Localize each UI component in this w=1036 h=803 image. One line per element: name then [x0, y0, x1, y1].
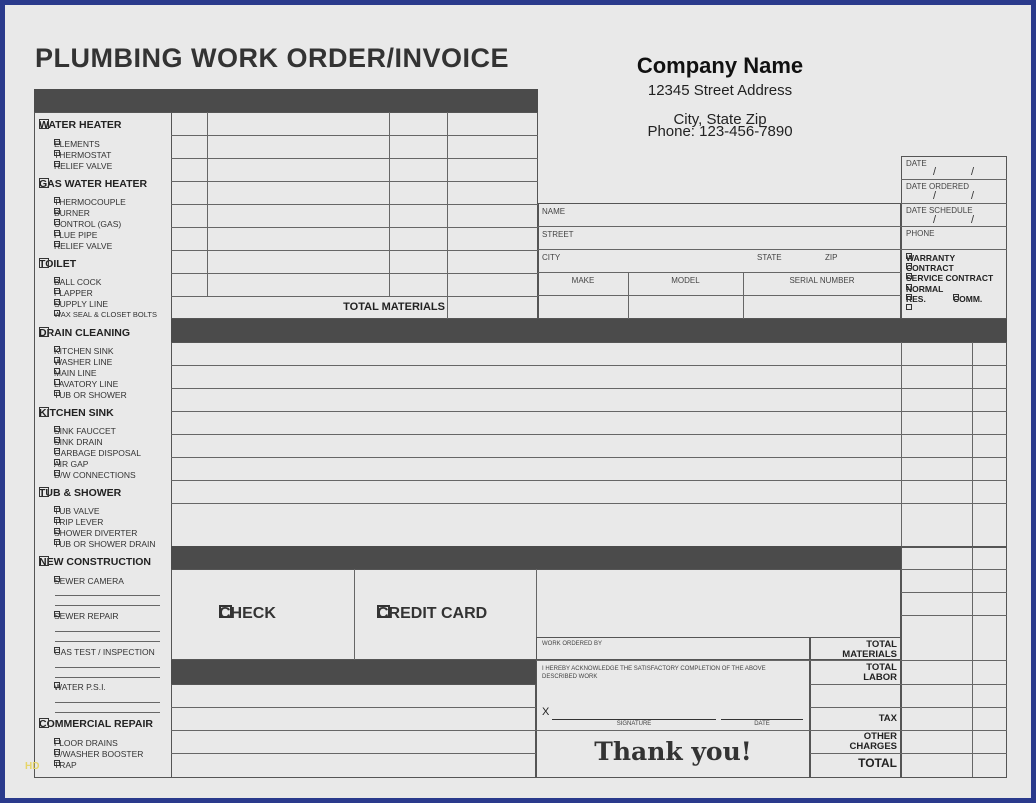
category-label: WATER HEATER: [39, 119, 122, 131]
grid-line: [171, 296, 538, 297]
item-label: BURNER: [54, 208, 90, 218]
grid-line: [901, 569, 1007, 570]
phone-label: PHONE: [906, 229, 935, 238]
checklist-item[interactable]: [54, 241, 112, 251]
customer-info-block: [538, 203, 901, 319]
item-label: TUB VALVE: [54, 506, 100, 516]
notes-header-bar: [171, 660, 536, 684]
item-checkbox[interactable]: [54, 576, 60, 582]
item-label: FLOOR DRAINS: [54, 738, 118, 748]
item-label: SINK FAUCCET: [54, 426, 116, 436]
company-name: Company Name: [636, 53, 804, 78]
payment-header-bar: [171, 546, 901, 569]
item-label: TUB OR SHOWER: [54, 390, 127, 400]
checklist-item[interactable]: [54, 208, 90, 218]
item-label: D/WASHER BOOSTER: [54, 749, 144, 759]
item-checkbox[interactable]: [54, 379, 60, 385]
item-checkbox[interactable]: [54, 368, 60, 374]
acknowledge-text: I HEREBY ACKNOWLEDGE THE SATISFACTORY COMPLETION OF THE ABOVE DESCRIBED WORK: [542, 666, 766, 680]
checklist-item[interactable]: [54, 611, 119, 621]
signature-date-label: DATE: [754, 721, 770, 727]
item-checkbox[interactable]: [54, 288, 60, 294]
grid-line: [171, 135, 538, 136]
checklist-item[interactable]: [54, 230, 97, 240]
item-label: FLUE PIPE: [54, 230, 98, 240]
item-label: BALL COCK: [54, 277, 102, 287]
checklist-item[interactable]: [54, 299, 108, 309]
signature-date-line[interactable]: [721, 719, 803, 720]
make-label: MAKE: [571, 276, 595, 285]
category-checkbox[interactable]: [39, 178, 49, 188]
item-label: GARBAGE DISPOSAL: [54, 448, 141, 458]
checklist-item[interactable]: [54, 379, 118, 389]
category-6[interactable]: [39, 556, 151, 568]
item-checkbox[interactable]: [54, 299, 60, 305]
item-checkbox[interactable]: [54, 150, 60, 156]
category-label: TOILET: [39, 258, 77, 270]
item-label: CONTROL (GAS): [54, 219, 122, 229]
city-label: CITY: [542, 253, 561, 262]
company-city: City, State Zip: [673, 111, 767, 128]
date-schedule-label: DATE SCHEDULE: [906, 206, 973, 215]
checklist-item[interactable]: [54, 506, 100, 516]
checklist-item[interactable]: [54, 219, 121, 229]
item-checkbox[interactable]: [54, 437, 60, 443]
item-label: SEWER CAMERA: [54, 576, 124, 586]
item-checkbox[interactable]: [54, 760, 60, 766]
category-label: NEW CONSTRUCTION: [39, 556, 151, 568]
labor-header-bar: [171, 319, 1007, 342]
item-checkbox[interactable]: [54, 517, 60, 523]
category-2[interactable]: [39, 258, 76, 270]
comm-option[interactable]: COMM.: [953, 294, 983, 304]
grid-line: [171, 181, 538, 182]
item-checkbox[interactable]: [54, 230, 60, 236]
model-label: MODEL: [671, 276, 700, 285]
category-checkbox[interactable]: [39, 119, 49, 129]
item-label: FLAPPER: [54, 288, 93, 298]
total-labor-summary: TOTAL LABOR: [863, 662, 897, 683]
item-checkbox[interactable]: [54, 682, 60, 688]
serial-label: SERIAL NUMBER: [789, 276, 855, 285]
item-label: TRIP LEVER: [54, 517, 104, 527]
item-label: THERMOCOUPLE: [54, 197, 126, 207]
item-label: GAS TEST / INSPECTION: [54, 647, 155, 657]
checklist-item[interactable]: [54, 277, 101, 287]
category-label: DRAIN CLEANING: [39, 327, 130, 339]
service-contract-option[interactable]: SERVICE CONTRACT: [906, 273, 994, 283]
contract-option[interactable]: CONTRACT: [906, 263, 954, 273]
category-label: COMMERCIAL REPAIR: [39, 718, 153, 730]
date-ordered-label: DATE ORDERED: [906, 182, 969, 191]
item-checkbox[interactable]: [54, 459, 60, 465]
signature-line[interactable]: [552, 719, 716, 720]
category-0[interactable]: [39, 119, 121, 131]
item-checkbox[interactable]: [54, 528, 60, 534]
checklist-item[interactable]: [54, 437, 103, 447]
checklist-item[interactable]: [54, 749, 143, 759]
grid-line: [901, 592, 1007, 593]
date-label: DATE: [906, 159, 927, 168]
totals-column: [901, 546, 1007, 778]
item-label: RELIEF VALVE: [54, 161, 113, 171]
checklist-item[interactable]: [54, 139, 100, 149]
checklist-item[interactable]: [54, 539, 156, 549]
item-label: TRAP: [54, 760, 77, 770]
credit-card-checkbox[interactable]: [377, 605, 390, 618]
item-checkbox[interactable]: [54, 749, 60, 755]
item-label: TUB OR SHOWER DRAIN: [54, 539, 156, 549]
item-checkbox[interactable]: [54, 197, 60, 203]
checklist-item[interactable]: [54, 150, 111, 160]
category-checkbox[interactable]: [39, 487, 49, 497]
item-checkbox[interactable]: [54, 539, 60, 545]
checklist-item[interactable]: [54, 368, 97, 378]
category-checkbox[interactable]: [39, 258, 49, 268]
signature-x: X: [542, 706, 550, 718]
company-phone: Phone: 123-456-7890: [647, 123, 793, 140]
zip-label: ZIP: [825, 253, 838, 262]
item-label: SUPPLY LINE: [54, 299, 109, 309]
item-label: WATER P.S.I.: [54, 682, 106, 692]
item-label: THERMOSTAT: [54, 150, 112, 160]
category-3[interactable]: [39, 327, 130, 339]
item-checkbox[interactable]: [54, 647, 60, 653]
category-checkbox[interactable]: [39, 718, 49, 728]
checklist-item[interactable]: [54, 288, 93, 298]
item-label: AIR GAP: [54, 459, 89, 469]
work-ordered-by-label: WORK ORDERED BY: [542, 641, 603, 647]
grid-line: [171, 457, 1007, 458]
item-checkbox[interactable]: [54, 470, 60, 476]
category-checkbox[interactable]: [39, 407, 49, 417]
item-checkbox[interactable]: [54, 506, 60, 512]
checklist-item[interactable]: [54, 528, 137, 538]
item-label: WASHER LINE: [54, 357, 113, 367]
tax-summary: TAX: [878, 713, 897, 724]
item-checkbox[interactable]: [54, 219, 60, 225]
category-checkbox[interactable]: [39, 327, 49, 337]
checklist-item[interactable]: [54, 346, 114, 356]
total-materials-summary: TOTAL MATERIALS: [842, 639, 897, 660]
total-summary: TOTAL: [858, 756, 897, 770]
checklist-item[interactable]: [54, 197, 126, 207]
state-label: STATE: [757, 253, 782, 262]
item-checkbox[interactable]: [54, 426, 60, 432]
check-checkbox[interactable]: [219, 605, 232, 618]
item-label: MAIN LINE: [54, 368, 97, 378]
grid-line: [171, 480, 1007, 481]
category-checkbox[interactable]: [39, 556, 49, 566]
normal-option[interactable]: NORMAL: [906, 284, 944, 294]
category-7[interactable]: [39, 718, 153, 730]
labor-grid: [171, 342, 1007, 548]
item-label: RELIEF VALVE: [54, 241, 113, 251]
item-checkbox[interactable]: [54, 611, 60, 617]
company-street: 12345 Street Address: [647, 82, 793, 99]
checklist-item[interactable]: [54, 390, 127, 400]
item-label: LAVATORY LINE: [54, 379, 119, 389]
item-label: KITCHEN SINK: [54, 346, 114, 356]
checklist-item[interactable]: [54, 426, 116, 436]
res-option[interactable]: RES.: [906, 294, 926, 304]
item-checkbox[interactable]: [54, 310, 60, 316]
checklist-item[interactable]: [54, 459, 88, 469]
item-checkbox[interactable]: [54, 738, 60, 744]
grid-line: [171, 365, 1007, 366]
item-label: SHOWER DIVERTER: [54, 528, 138, 538]
materials-grid: [171, 112, 538, 319]
invoice-sheet: PLUMBING WORK ORDER/INVOICE Company Name 12345 Street Address City, State Zip Phone: 123-456-7890 WATER HEATER ELEMENTS THERMOSTAT RELIEF VALVE GAS WATER HEATER THERMOCOUPLE BURNER CONTROL (GAS) FLUE PIPE RELIEF VALVE TOILET BALL COCK FLAPPER SUPPLY LINE WAX SEAL & CLOSET BOLTS DRAIN CLEANING KITCHEN SINK WASHER LINE MAIN LINE LAVATORY LINE TUB OR SHOWER KITCHEN SINK SINK FAUCCET SINK DRAIN GARBAGE DISPOSAL AIR GAP D/W CONNECTIONS TUB & SHOWER TUB VALVE TRIP LEVER SHOWER DIVERTER TUB OR SHOWER DRAIN NEW CONSTRUCTION SEWER CAMERA SEWER REPAIR GAS TEST / INSPECTION WATER P.S.I. COMMERCIAL REPAIR FLOOR DRAINS D/WASHER BOOSTER TRAP TOTAL MATERIALS NAME STREET CITY STATE ZIP MAKE MODEL SERIAL NUMBER DATE DATE ORDERED DATE SCHEDULE PHONE / / / / / / WARRANTY CONTRACT SERVICE CONTRACT NORMAL RES. COMM. CHECK CREDIT CARD WORK ORDERED BY I HEREBY ACKNOWLEDGE THE SATISFACTORY COMPLETION OF THE ABOVE DESCRIBED WORK X SIGNATURE DATE Thank you! TOTAL MATERIALS TOTAL LABOR TAX OTHER CHARGES TOTAL HD: [5, 5, 1031, 798]
item-checkbox[interactable]: [54, 208, 60, 214]
signature-label: SIGNATURE: [616, 721, 652, 727]
grid-line: [171, 388, 1007, 389]
checklist-item[interactable]: [54, 310, 157, 319]
total-materials-label: TOTAL MATERIALS: [343, 301, 445, 313]
page-title: PLUMBING WORK ORDER/INVOICE: [35, 43, 510, 73]
grid-line: [171, 204, 538, 205]
grid-line: [171, 250, 538, 251]
item-label: ELEMENTS: [54, 139, 100, 149]
grid-line: [171, 434, 1007, 435]
category-label: GAS WATER HEATER: [39, 178, 148, 190]
category-4[interactable]: [39, 407, 114, 419]
grid-line: [171, 411, 1007, 412]
item-checkbox[interactable]: [54, 448, 60, 454]
other-charges-summary: OTHER CHARGES: [849, 731, 897, 752]
item-checkbox[interactable]: [54, 346, 60, 352]
grid-line: [171, 227, 538, 228]
category-label: KITCHEN SINK: [39, 407, 114, 419]
checklist-item[interactable]: [54, 682, 106, 692]
item-checkbox[interactable]: [54, 390, 60, 396]
item-label: WAX SEAL & CLOSET BOLTS: [54, 310, 157, 319]
checklist-item[interactable]: [54, 738, 118, 748]
checklist-item[interactable]: [54, 161, 112, 171]
item-checkbox[interactable]: [54, 277, 60, 283]
grid-line: [901, 615, 1007, 616]
materials-header-bar: [34, 89, 538, 112]
checklist-item[interactable]: [54, 576, 124, 586]
grid-line: [171, 503, 1007, 504]
checklist-item[interactable]: [54, 760, 77, 770]
item-checkbox[interactable]: [54, 139, 60, 145]
category-1[interactable]: [39, 178, 147, 190]
category-5[interactable]: [39, 487, 121, 499]
checklist-item[interactable]: [54, 647, 155, 657]
checklist-item[interactable]: [54, 448, 141, 458]
watermark: HD: [25, 761, 40, 772]
grid-line: [171, 158, 538, 159]
item-label: SEWER REPAIR: [54, 611, 119, 621]
item-label: D/W CONNECTIONS: [54, 470, 136, 480]
item-checkbox[interactable]: [54, 241, 60, 247]
grid-line: [171, 273, 538, 274]
warranty-option[interactable]: WARRANTY: [906, 253, 956, 263]
notes-box: [171, 684, 536, 778]
thank-you-text: Thank you!: [594, 737, 752, 766]
item-checkbox[interactable]: [54, 161, 60, 167]
item-label: SINK DRAIN: [54, 437, 103, 447]
checklist-item[interactable]: [54, 517, 103, 527]
category-list: [5, 5, 175, 798]
checklist-item[interactable]: [54, 357, 112, 367]
category-label: TUB & SHOWER: [39, 487, 122, 499]
checklist-item[interactable]: [54, 470, 136, 480]
item-checkbox[interactable]: [54, 357, 60, 363]
check-option[interactable]: CHECK: [219, 605, 276, 622]
credit-card-option[interactable]: CREDIT CARD: [377, 605, 488, 622]
name-label: NAME: [542, 207, 566, 216]
street-label: STREET: [542, 230, 574, 239]
